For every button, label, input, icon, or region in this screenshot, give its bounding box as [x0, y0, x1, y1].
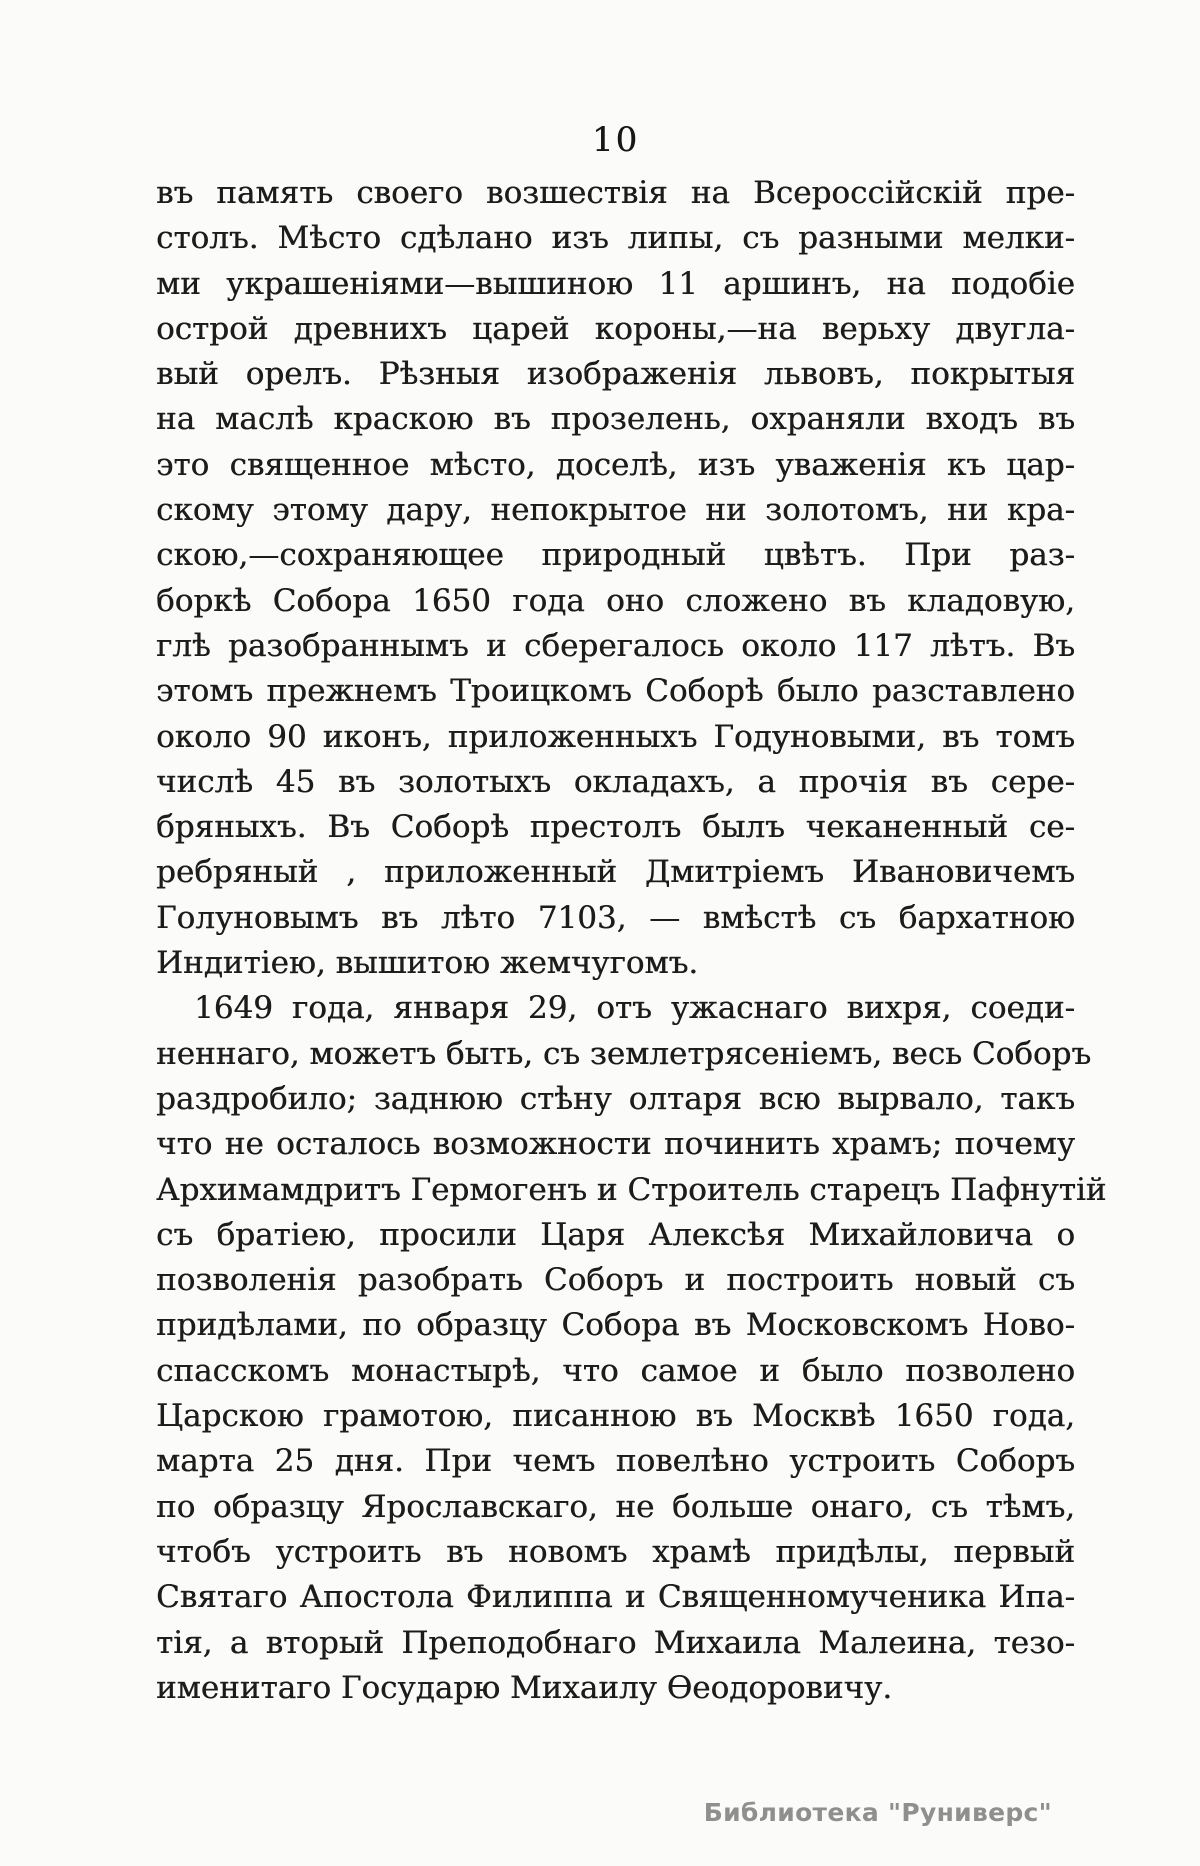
text-line: съ братіею, просили Царя Алексѣя Михайловича о [156, 1216, 1075, 1253]
text-line: Царскою грамотою, писанною въ Москвѣ 1650 года, [156, 1398, 1075, 1435]
text-line: Голуновымъ въ лѣто 7103, — вмѣстѣ съ бархатною [156, 899, 1075, 936]
text-line: глѣ разобраннымъ и сберегалось около 117 лѣтъ. Въ [156, 627, 1075, 664]
text-line: въ память своего возшествія на Всероссійскій пре- [156, 175, 1075, 211]
text-line: позволенія разобрать Соборъ и построить новый съ [156, 1262, 1075, 1299]
library-watermark: Библиотека "Руниверс" [703, 1798, 1052, 1827]
text-line: это священное мѣсто, доселѣ, изъ уваженія къ цар- [156, 446, 1075, 483]
text-line: столъ. Мѣсто сдѣлано изъ липы, съ разными мелки- [156, 220, 1075, 257]
text-line: что не осталось возможности починить храмъ; почему [156, 1126, 1075, 1163]
text-line: чтобъ устроить въ новомъ храмѣ придѣлы, первый [156, 1533, 1075, 1570]
text-line: ми украшеніями—вышиною 11 аршинъ, на подобіе [156, 265, 1075, 302]
text-line: этомъ прежнемъ Троицкомъ Соборѣ было разставлено [156, 673, 1075, 710]
text-line: раздробило; заднюю стѣну олтаря всю вырвало, такъ [156, 1080, 1075, 1117]
text-line: ребряный , приложенный Дмитріемъ Ивановичемъ [156, 854, 1075, 891]
text-line: боркѣ Собора 1650 года оно сложено въ кладовую, [156, 582, 1075, 619]
text-line: скою,—сохраняющее природный цвѣтъ. При раз- [156, 537, 1075, 574]
text-line: скому этому дару, непокрытое ни золотомъ, ни кра- [156, 492, 1075, 529]
text-line: около 90 иконъ, приложенныхъ Годуновыми, въ томъ [156, 718, 1075, 755]
text-line: спасскомъ монастырѣ, что самое и было позволено [156, 1352, 1075, 1389]
text-line: бряныхъ. Въ Соборѣ престолъ былъ чеканенный се- [156, 809, 1075, 846]
text-line: тія, а вторый Преподобнаго Михаила Малеина, тезо- [156, 1624, 1075, 1661]
text-line: острой древнихъ царей короны,—на верьху двугла- [156, 310, 1075, 347]
text-line: именитаго Государю Михаилу Ѳеодоровичу. [156, 1669, 893, 1706]
text-line: Святаго Апостола Филиппа и Священномученика Ипа- [156, 1579, 1075, 1616]
text-line: на маслѣ краскою въ прозелень, охраняли входъ въ [156, 401, 1075, 438]
text-line: по образцу Ярославскаго, не больше онаго, съ тѣмъ, [156, 1488, 1075, 1525]
text-line: неннаго, можетъ быть, съ землетрясеніемъ, весь Соборъ [156, 1035, 1092, 1072]
text-line: 1649 года, января 29, отъ ужаснаго вихря, соеди- [194, 990, 1075, 1027]
page-number: 10 [591, 120, 640, 160]
text-line: числѣ 45 въ золотыхъ окладахъ, а прочія въ сере- [156, 763, 1075, 800]
text-line: Архимамдритъ Гермогенъ и Строитель старецъ Пафнутій [156, 1171, 1107, 1208]
body-text [156, 171, 1107, 1711]
text-line: придѣлами, по образцу Собора въ Московскомъ Ново- [156, 1307, 1075, 1344]
text-line: марта 25 дня. При чемъ повелѣно устроить Соборъ [156, 1443, 1075, 1480]
text-line: вый орелъ. Рѣзныя изображенія львовъ, покрытыя [156, 356, 1075, 393]
text-line: Индитіею, вышитою жемчугомъ. [156, 945, 699, 982]
